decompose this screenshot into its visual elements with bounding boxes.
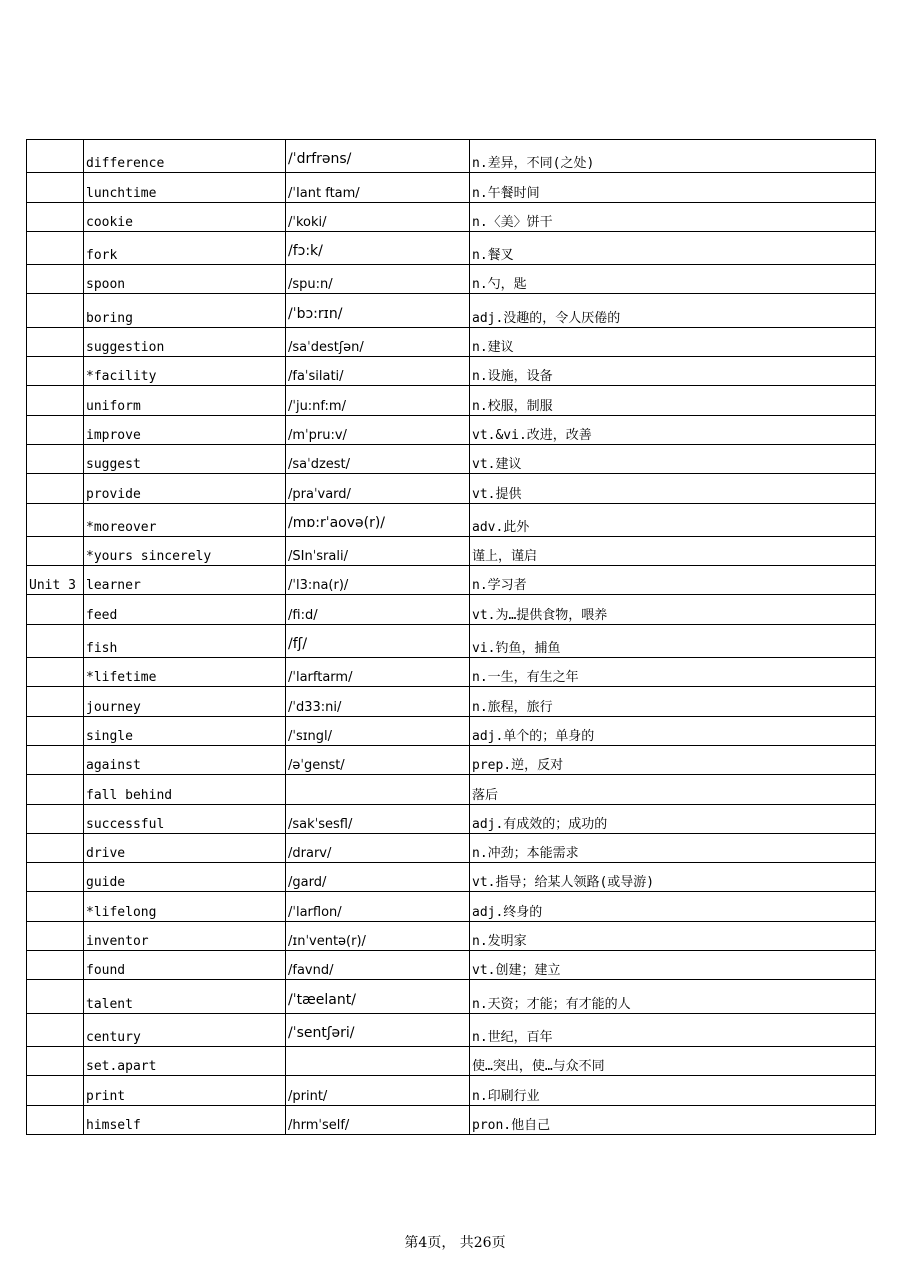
phonetic-cell: /spu:n/ — [286, 265, 470, 294]
unit-cell — [27, 863, 84, 892]
word-cell: guide — [84, 863, 286, 892]
unit-cell — [27, 804, 84, 833]
phonetic-cell: /ˈlarftarm/ — [286, 658, 470, 687]
unit-cell — [27, 595, 84, 624]
meaning-cell: vt.为…提供食物，喂养 — [470, 595, 876, 624]
word-cell: feed — [84, 595, 286, 624]
word-cell: journey — [84, 687, 286, 716]
table-row — [27, 1105, 876, 1134]
word-cell: cookie — [84, 202, 286, 231]
meaning-cell: n.发明家 — [470, 921, 876, 950]
table-row — [27, 503, 876, 536]
phonetic-cell: /ˈd33:ni/ — [286, 687, 470, 716]
page-footer: 第4页， 共26页 — [404, 1235, 506, 1251]
phonetic-cell: /ˈju:nf:m/ — [286, 386, 470, 415]
phonetic-cell: /sakˈsesfl/ — [286, 804, 470, 833]
unit-cell — [27, 716, 84, 745]
word-cell: fall behind — [84, 775, 286, 804]
unit-cell — [27, 415, 84, 444]
word-cell: *lifelong — [84, 892, 286, 921]
table-row — [27, 716, 876, 745]
meaning-cell: pron.他自己 — [470, 1105, 876, 1134]
table-row — [27, 833, 876, 862]
phonetic-cell: /ˈsɪngl/ — [286, 716, 470, 745]
phonetic-cell: /saˈdestʃən/ — [286, 327, 470, 356]
unit-cell — [27, 444, 84, 473]
phonetic-cell — [286, 775, 470, 804]
table-row — [27, 444, 876, 473]
table-row — [27, 658, 876, 687]
word-cell: century — [84, 1013, 286, 1046]
word-cell: *lifetime — [84, 658, 286, 687]
meaning-cell: n.冲劲；本能需求 — [470, 833, 876, 862]
meaning-cell: adv.此外 — [470, 503, 876, 536]
word-cell: boring — [84, 294, 286, 327]
phonetic-cell: /fi:d/ — [286, 595, 470, 624]
meaning-cell: vt.&vi.改进，改善 — [470, 415, 876, 444]
table-row — [27, 1046, 876, 1075]
meaning-cell: adj.有成效的；成功的 — [470, 804, 876, 833]
word-cell: fish — [84, 624, 286, 657]
word-cell: difference — [84, 140, 286, 173]
word-cell: set.apart — [84, 1046, 286, 1075]
meaning-cell: n.一生，有生之年 — [470, 658, 876, 687]
unit-cell — [27, 658, 84, 687]
table-row — [27, 536, 876, 565]
unit-cell — [27, 745, 84, 774]
unit-cell — [27, 327, 84, 356]
table-row — [27, 863, 876, 892]
phonetic-cell: /ˈIant ftam/ — [286, 173, 470, 202]
table-row — [27, 202, 876, 231]
meaning-cell: adj.终身的 — [470, 892, 876, 921]
table-row — [27, 775, 876, 804]
meaning-cell: n.建议 — [470, 327, 876, 356]
meaning-cell: n.午餐时间 — [470, 173, 876, 202]
table-row — [27, 921, 876, 950]
meaning-cell: vt.创建；建立 — [470, 951, 876, 980]
unit-cell: Unit 3 — [27, 566, 84, 595]
unit-cell — [27, 294, 84, 327]
table-row — [27, 327, 876, 356]
word-cell: uniform — [84, 386, 286, 415]
phonetic-cell: /ˈlarflon/ — [286, 892, 470, 921]
meaning-cell: n.〈美〉饼干 — [470, 202, 876, 231]
word-cell: print — [84, 1076, 286, 1105]
phonetic-cell: /faˈsilati/ — [286, 357, 470, 386]
word-cell: fork — [84, 231, 286, 264]
meaning-cell: 谨上，谨启 — [470, 536, 876, 565]
word-cell: suggestion — [84, 327, 286, 356]
meaning-cell: prep.逆，反对 — [470, 745, 876, 774]
word-cell: improve — [84, 415, 286, 444]
unit-cell — [27, 833, 84, 862]
word-cell: against — [84, 745, 286, 774]
unit-cell — [27, 980, 84, 1013]
table-row — [27, 265, 876, 294]
table-row — [27, 357, 876, 386]
phonetic-cell — [286, 1046, 470, 1075]
table-row — [27, 294, 876, 327]
unit-cell — [27, 503, 84, 536]
word-cell: lunchtime — [84, 173, 286, 202]
unit-cell — [27, 536, 84, 565]
phonetic-cell: /ˈdrfrəns/ — [286, 140, 470, 173]
table-row — [27, 951, 876, 980]
table-row — [27, 687, 876, 716]
phonetic-cell: /fɔ:k/ — [286, 231, 470, 264]
phonetic-cell: /gard/ — [286, 863, 470, 892]
word-cell: spoon — [84, 265, 286, 294]
phonetic-cell: /mɒ:rˈaovə(r)/ — [286, 503, 470, 536]
meaning-cell: adj.没趣的，令人厌倦的 — [470, 294, 876, 327]
word-cell: provide — [84, 474, 286, 503]
table-row — [27, 980, 876, 1013]
meaning-cell: n.餐叉 — [470, 231, 876, 264]
table-row — [27, 804, 876, 833]
phonetic-cell: /ˈbɔ:rɪn/ — [286, 294, 470, 327]
table-row — [27, 140, 876, 173]
meaning-cell: n.天资；才能；有才能的人 — [470, 980, 876, 1013]
unit-cell — [27, 892, 84, 921]
unit-cell — [27, 1105, 84, 1134]
table-row — [27, 745, 876, 774]
unit-cell — [27, 951, 84, 980]
meaning-cell: vt.提供 — [470, 474, 876, 503]
vocabulary-table — [26, 139, 876, 1135]
phonetic-cell: /SInˈsrali/ — [286, 536, 470, 565]
phonetic-cell: /ˈl3:na(r)/ — [286, 566, 470, 595]
phonetic-cell: /əˈgenst/ — [286, 745, 470, 774]
meaning-cell: adj.单个的；单身的 — [470, 716, 876, 745]
table-row — [27, 231, 876, 264]
word-cell: himself — [84, 1105, 286, 1134]
phonetic-cell: /ˈkoki/ — [286, 202, 470, 231]
unit-cell — [27, 386, 84, 415]
meaning-cell: n.印刷行业 — [470, 1076, 876, 1105]
phonetic-cell: /favnd/ — [286, 951, 470, 980]
word-cell: successful — [84, 804, 286, 833]
unit-cell — [27, 357, 84, 386]
table-row — [27, 415, 876, 444]
meaning-cell: vi.钓鱼，捕鱼 — [470, 624, 876, 657]
word-cell: found — [84, 951, 286, 980]
meaning-cell: 落后 — [470, 775, 876, 804]
meaning-cell: n.差异，不同(之处) — [470, 140, 876, 173]
phonetic-cell: /ˈsentʃəri/ — [286, 1013, 470, 1046]
word-cell: *moreover — [84, 503, 286, 536]
meaning-cell: n.设施，设备 — [470, 357, 876, 386]
unit-cell — [27, 687, 84, 716]
table-row — [27, 1013, 876, 1046]
phonetic-cell: /mˈpru:v/ — [286, 415, 470, 444]
phonetic-cell: /saˈdzest/ — [286, 444, 470, 473]
phonetic-cell: /praˈvard/ — [286, 474, 470, 503]
phonetic-cell: /ɪnˈventə(r)/ — [286, 921, 470, 950]
meaning-cell: n.世纪，百年 — [470, 1013, 876, 1046]
phonetic-cell: /ˈtæelant/ — [286, 980, 470, 1013]
unit-cell — [27, 474, 84, 503]
meaning-cell: 使…突出，使…与众不同 — [470, 1046, 876, 1075]
meaning-cell: n.学习者 — [470, 566, 876, 595]
table-row — [27, 474, 876, 503]
table-row — [27, 595, 876, 624]
unit-cell — [27, 265, 84, 294]
unit-cell — [27, 624, 84, 657]
unit-cell — [27, 202, 84, 231]
unit-cell — [27, 1046, 84, 1075]
word-cell: suggest — [84, 444, 286, 473]
meaning-cell: n.勺，匙 — [470, 265, 876, 294]
unit-cell — [27, 1013, 84, 1046]
table-row — [27, 566, 876, 595]
phonetic-cell: /drarv/ — [286, 833, 470, 862]
table-row — [27, 1076, 876, 1105]
vocabulary-table-body — [27, 140, 876, 1135]
unit-cell — [27, 140, 84, 173]
word-cell: learner — [84, 566, 286, 595]
word-cell: *yours sincerely — [84, 536, 286, 565]
word-cell: *facility — [84, 357, 286, 386]
table-row — [27, 386, 876, 415]
meaning-cell: n.校服，制服 — [470, 386, 876, 415]
word-cell: single — [84, 716, 286, 745]
meaning-cell: n.旅程，旅行 — [470, 687, 876, 716]
phonetic-cell: /fʃ/ — [286, 624, 470, 657]
unit-cell — [27, 231, 84, 264]
meaning-cell: vt.建议 — [470, 444, 876, 473]
phonetic-cell: /print/ — [286, 1076, 470, 1105]
meaning-cell: vt.指导；给某人领路(或导游) — [470, 863, 876, 892]
unit-cell — [27, 921, 84, 950]
unit-cell — [27, 1076, 84, 1105]
table-row — [27, 892, 876, 921]
unit-cell — [27, 775, 84, 804]
table-row — [27, 173, 876, 202]
table-row — [27, 624, 876, 657]
word-cell: talent — [84, 980, 286, 1013]
unit-cell — [27, 173, 84, 202]
word-cell: drive — [84, 833, 286, 862]
word-cell: inventor — [84, 921, 286, 950]
phonetic-cell: /hrmˈself/ — [286, 1105, 470, 1134]
